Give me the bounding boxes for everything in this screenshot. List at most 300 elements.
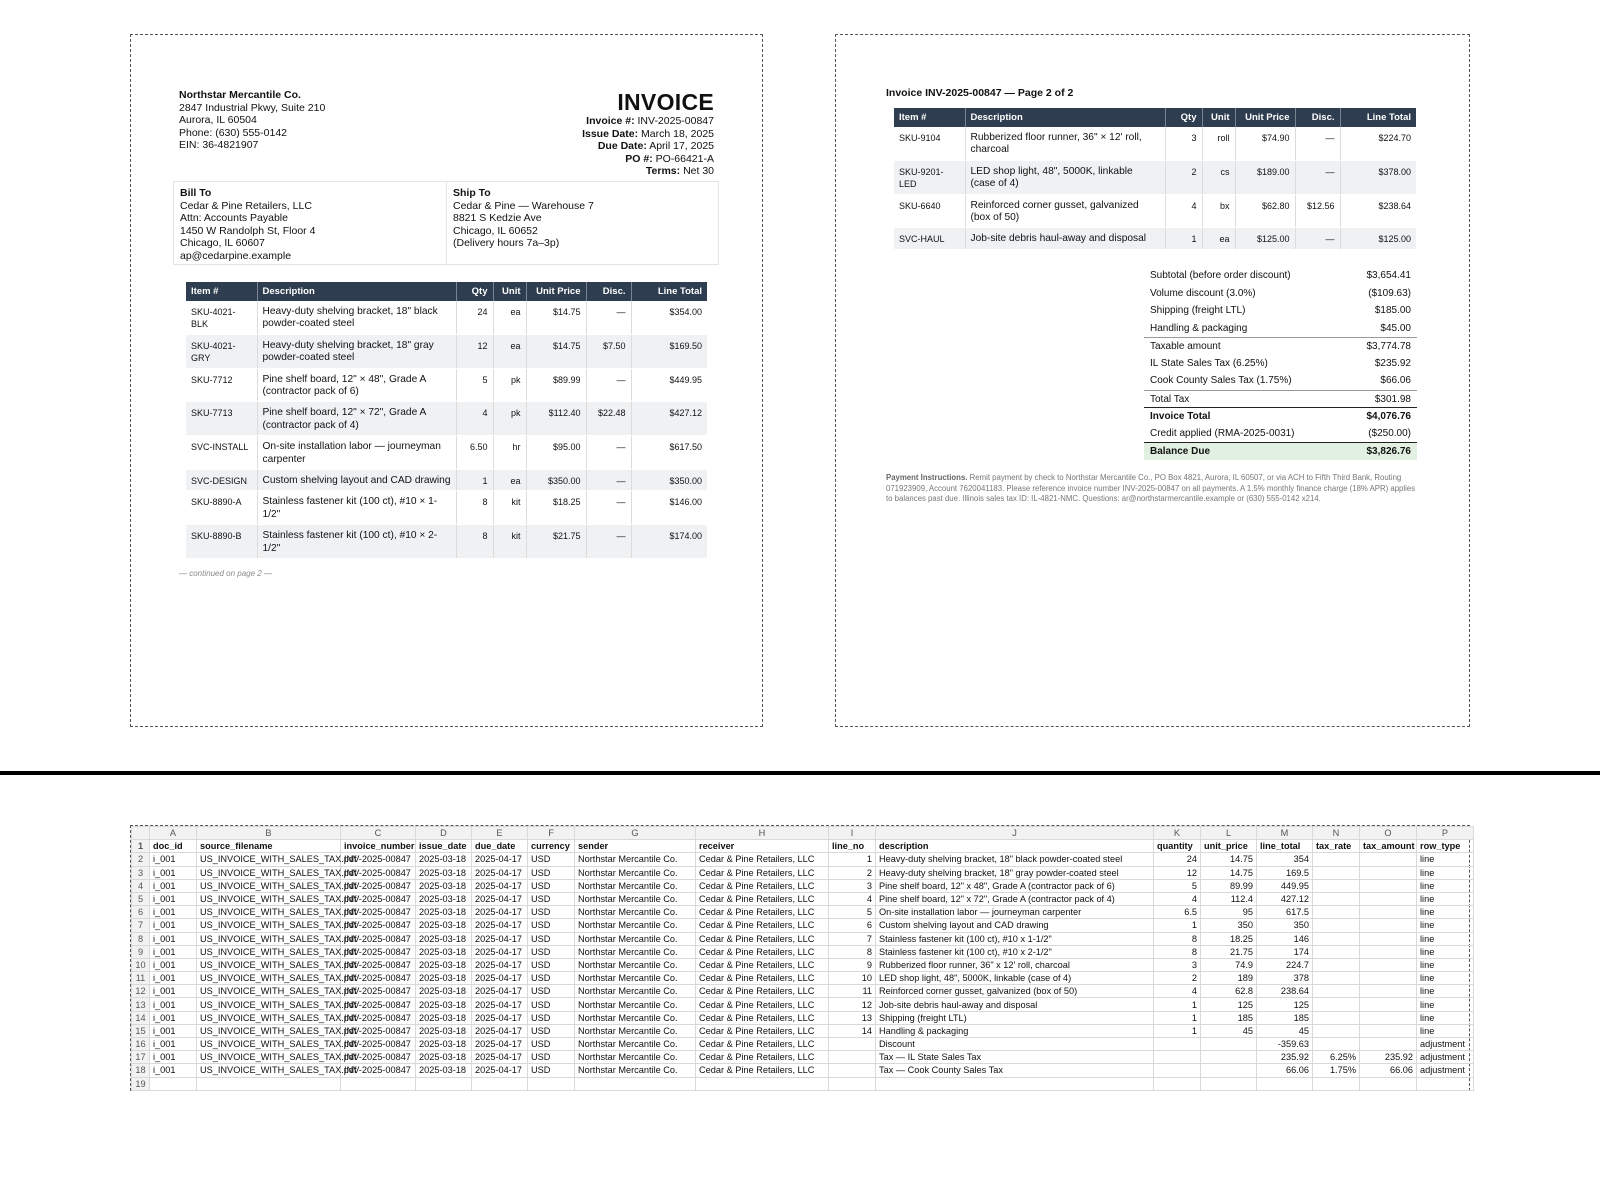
grid-cell: 2025-04-17 <box>472 958 528 971</box>
table-cell: $74.90 <box>1235 127 1295 160</box>
grid-cell: 12 <box>829 998 876 1011</box>
grid-cell: i_001 <box>150 998 197 1011</box>
table-cell: $189.00 <box>1235 160 1295 194</box>
grid-cell <box>1360 972 1417 985</box>
grid-cell: 174 <box>1257 945 1313 958</box>
ship-to-line: (Delivery hours 7a–3p) <box>453 237 560 250</box>
row-number: 10 <box>132 958 150 971</box>
grid-cell: 235.92 <box>1257 1051 1313 1064</box>
grid-cell: Northstar Mercantile Co. <box>575 879 696 892</box>
grid-cell: 74.9 <box>1201 958 1257 971</box>
table-cell: $14.75 <box>526 301 586 334</box>
totals-label: Shipping (freight LTL) <box>1150 305 1246 316</box>
table-cell: — <box>586 368 631 402</box>
grid-cell: line <box>1417 958 1474 971</box>
table-cell: SVC-DESIGN <box>186 470 257 491</box>
grid-cell: i_001 <box>150 866 197 879</box>
invoice-title: INVOICE <box>617 89 714 115</box>
grid-cell: i_001 <box>150 1051 197 1064</box>
grid-cell: 2025-04-17 <box>472 985 528 998</box>
column-letter: N <box>1313 827 1360 840</box>
grid-cell: 617.5 <box>1257 906 1313 919</box>
totals-label: Taxable amount <box>1150 341 1221 352</box>
row-number: 12 <box>132 985 150 998</box>
grid-cell <box>1313 1011 1360 1024</box>
grid-cell: Custom shelving layout and CAD drawing <box>876 919 1154 932</box>
grid-cell: 14 <box>829 1024 876 1037</box>
grid-cell: US_INVOICE_WITH_SALES_TAX.pdf <box>197 892 341 905</box>
table-row <box>132 972 1474 985</box>
grid-cell: USD <box>528 866 575 879</box>
table-row <box>132 879 1474 892</box>
table-cell: $7.50 <box>586 334 631 368</box>
vendor-line: Phone: (630) 555-0142 <box>179 126 287 139</box>
row-number: 7 <box>132 919 150 932</box>
row-number: 15 <box>132 1024 150 1037</box>
grid-cell: 45 <box>1201 1024 1257 1037</box>
grid-cell: 2025-03-18 <box>416 998 472 1011</box>
totals-label: Total Tax <box>1150 393 1190 405</box>
bill-to-line: 1450 W Randolph St, Floor 4 <box>180 224 316 237</box>
grid-cell: 2025-04-17 <box>472 972 528 985</box>
grid-cell: INV-2025-00847 <box>341 998 416 1011</box>
ship-to-line: 8821 S Kedzie Ave <box>453 212 542 225</box>
page-2-heading: Invoice INV-2025-00847 — Page 2 of 2 <box>886 87 1074 99</box>
grid-cell <box>1360 919 1417 932</box>
column-header: Line Total <box>1340 108 1416 127</box>
payment-text: Remit payment by check to Northstar Mercantile Co., PO Box 4821, Aurora, IL 60507, or via ACH to Fifth Third Bank, Routing 071923909, Account 7620041183. Please reference invoice number INV-2025-00847 on all payments. A 1.5% monthly finance charge (18% APR) applies to balances past due. Illinois sales tax ID: IL-4821-NMC. Questions: ar@northstarmercantile.example or (630) 555-0142 x214. <box>886 473 1416 503</box>
totals-row <box>1144 355 1417 373</box>
table-cell: Heavy-duty shelving bracket, 18" gray powder-coated steel <box>257 334 456 368</box>
grid-cell: i_001 <box>150 945 197 958</box>
totals-value: $45.00 <box>1380 322 1411 334</box>
grid-cell: 66.06 <box>1257 1064 1313 1077</box>
grid-cell: INV-2025-00847 <box>341 853 416 866</box>
grid-cell: 1 <box>829 853 876 866</box>
table-cell: 12 <box>456 334 493 368</box>
grid-cell: Cedar & Pine Retailers, LLC <box>696 1024 829 1037</box>
grid-cell: USD <box>528 853 575 866</box>
grid-cell <box>1201 1077 1257 1090</box>
grid-cell: 185 <box>1257 1011 1313 1024</box>
grid-cell <box>1360 998 1417 1011</box>
table-cell: ea <box>493 334 526 368</box>
totals-value: $66.06 <box>1380 375 1411 386</box>
ship-to-heading: Ship To <box>453 187 491 199</box>
vendor-name: Northstar Mercantile Co. <box>179 89 301 101</box>
payment-label: Payment Instructions. <box>886 473 968 482</box>
grid-cell: 350 <box>1257 919 1313 932</box>
bill-to-line: Chicago, IL 60607 <box>180 237 265 250</box>
grid-cell: line <box>1417 1024 1474 1037</box>
table-row <box>132 1064 1474 1077</box>
spreadsheet-body <box>132 840 1474 1091</box>
row-number: 8 <box>132 932 150 945</box>
grid-cell <box>829 1038 876 1051</box>
ship-to-line: Chicago, IL 60652 <box>453 224 538 237</box>
grid-cell: 2025-04-17 <box>472 932 528 945</box>
grid-cell <box>1313 1077 1360 1090</box>
table-cell: LED shop light, 48", 5000K, linkable (case of 4) <box>965 160 1165 194</box>
grid-cell: i_001 <box>150 853 197 866</box>
totals-label: Handling & packaging <box>1150 322 1248 334</box>
grid-cell: INV-2025-00847 <box>341 932 416 945</box>
grid-cell: US_INVOICE_WITH_SALES_TAX.pdf <box>197 1011 341 1024</box>
grid-cell: 8 <box>829 945 876 958</box>
grid-cell: 3 <box>829 879 876 892</box>
column-header: Disc. <box>1295 108 1340 127</box>
grid-cell <box>1313 1038 1360 1051</box>
table-cell: Heavy-duty shelving bracket, 18" black powder-coated steel <box>257 301 456 334</box>
grid-cell <box>1360 906 1417 919</box>
grid-cell: 2025-03-18 <box>416 919 472 932</box>
header-cell: line_total <box>1257 840 1313 853</box>
grid-cell: 2025-04-17 <box>472 853 528 866</box>
grid-cell: 2025-03-18 <box>416 1038 472 1051</box>
grid-cell: 2025-03-18 <box>416 932 472 945</box>
table-cell: On-site installation labor — journeyman carpenter <box>257 436 456 470</box>
column-letter: E <box>472 827 528 840</box>
grid-cell: Cedar & Pine Retailers, LLC <box>696 1051 829 1064</box>
grid-cell: 2025-03-18 <box>416 879 472 892</box>
grid-cell <box>1360 1024 1417 1037</box>
line-items-table-page-1 <box>186 282 707 559</box>
grid-cell <box>1313 945 1360 958</box>
grid-cell <box>1313 998 1360 1011</box>
meta-value: INV-2025-00847 <box>637 115 714 127</box>
grid-cell: Cedar & Pine Retailers, LLC <box>696 879 829 892</box>
grid-cell: 2025-04-17 <box>472 1038 528 1051</box>
grid-cell: Cedar & Pine Retailers, LLC <box>696 972 829 985</box>
grid-cell: Pine shelf board, 12" x 72", Grade A (contractor pack of 4) <box>876 892 1154 905</box>
table-cell: $125.00 <box>1235 228 1295 249</box>
table-body <box>894 127 1416 249</box>
grid-cell: Northstar Mercantile Co. <box>575 892 696 905</box>
grid-cell: US_INVOICE_WITH_SALES_TAX.pdf <box>197 985 341 998</box>
totals-value: ($109.63) <box>1368 287 1411 299</box>
grid-cell: 6.25% <box>1313 1051 1360 1064</box>
grid-cell <box>1313 972 1360 985</box>
grid-cell: 2025-03-18 <box>416 853 472 866</box>
grid-cell: 95 <box>1201 906 1257 919</box>
grid-cell: Northstar Mercantile Co. <box>575 985 696 998</box>
grid-cell: LED shop light, 48", 5000K, linkable (case of 4) <box>876 972 1154 985</box>
meta-row <box>582 140 714 153</box>
grid-cell: 2025-03-18 <box>416 972 472 985</box>
table-cell: 8 <box>456 525 493 559</box>
grid-cell: 2025-04-17 <box>472 892 528 905</box>
bill-to-line: Cedar & Pine Retailers, LLC <box>180 199 312 212</box>
grid-cell <box>1313 985 1360 998</box>
grid-cell: Stainless fastener kit (100 ct), #10 x 2-1/2" <box>876 945 1154 958</box>
grid-cell: 125 <box>1201 998 1257 1011</box>
grid-cell: US_INVOICE_WITH_SALES_TAX.pdf <box>197 866 341 879</box>
table-cell: Reinforced corner gusset, galvanized (box of 50) <box>965 194 1165 228</box>
header-cell: row_type <box>1417 840 1474 853</box>
grid-cell <box>150 1077 197 1090</box>
grid-cell: US_INVOICE_WITH_SALES_TAX.pdf <box>197 972 341 985</box>
grid-cell: 2025-03-18 <box>416 892 472 905</box>
grid-cell: 2025-03-18 <box>416 985 472 998</box>
header-cell: due_date <box>472 840 528 853</box>
grid-cell: i_001 <box>150 1064 197 1077</box>
column-header: Description <box>257 282 456 301</box>
grid-cell <box>1313 919 1360 932</box>
grid-cell: INV-2025-00847 <box>341 958 416 971</box>
table-cell: Pine shelf board, 12" × 48", Grade A (contractor pack of 6) <box>257 368 456 402</box>
table-cell: — <box>586 470 631 491</box>
column-letter: C <box>341 827 416 840</box>
meta-value: Net 30 <box>683 165 714 178</box>
grid-cell: 235.92 <box>1360 1051 1417 1064</box>
grid-cell: Cedar & Pine Retailers, LLC <box>696 853 829 866</box>
table-row <box>132 1024 1474 1037</box>
grid-cell <box>1360 1077 1417 1090</box>
grid-cell: INV-2025-00847 <box>341 906 416 919</box>
totals-row <box>1144 390 1417 408</box>
grid-cell: 21.75 <box>1201 945 1257 958</box>
table-cell: $350.00 <box>526 470 586 491</box>
table-cell: 6.50 <box>456 436 493 470</box>
grid-cell: line <box>1417 879 1474 892</box>
grid-cell: adjustment <box>1417 1064 1474 1077</box>
grid-cell: US_INVOICE_WITH_SALES_TAX.pdf <box>197 932 341 945</box>
grid-cell: line <box>1417 853 1474 866</box>
grid-cell: 3 <box>1154 958 1201 971</box>
table-cell: $125.00 <box>1340 228 1416 249</box>
grid-cell: 18.25 <box>1201 932 1257 945</box>
grid-cell: 5 <box>1154 879 1201 892</box>
table-row <box>132 958 1474 971</box>
column-header: Item # <box>894 108 965 127</box>
table-cell: cs <box>1202 160 1235 194</box>
payment-instructions <box>886 473 1416 505</box>
grid-cell: i_001 <box>150 932 197 945</box>
invoice-page-2 <box>835 34 1470 727</box>
grid-cell <box>829 1064 876 1077</box>
grid-cell: USD <box>528 906 575 919</box>
grid-cell: USD <box>528 998 575 1011</box>
table-cell: hr <box>493 436 526 470</box>
grid-cell: 2025-03-18 <box>416 1064 472 1077</box>
grid-cell: line <box>1417 972 1474 985</box>
totals-row <box>1144 425 1417 443</box>
row-number: 1 <box>132 840 150 853</box>
bill-to-line: Attn: Accounts Payable <box>180 212 288 225</box>
grid-cell: 2025-04-17 <box>472 1064 528 1077</box>
column-letter: G <box>575 827 696 840</box>
totals-value: $185.00 <box>1374 305 1411 316</box>
grid-cell: 224.7 <box>1257 958 1313 971</box>
table-cell: SKU-7712 <box>186 368 257 402</box>
grid-cell: 378 <box>1257 972 1313 985</box>
header-cell: currency <box>528 840 575 853</box>
table-cell: $18.25 <box>526 491 586 525</box>
table-row <box>186 368 707 402</box>
totals-value: ($250.00) <box>1368 427 1411 439</box>
column-letter: P <box>1417 827 1474 840</box>
table-row <box>132 1051 1474 1064</box>
grid-cell: 2025-04-17 <box>472 1011 528 1024</box>
grid-cell: Tax — IL State Sales Tax <box>876 1051 1154 1064</box>
header-cell: issue_date <box>416 840 472 853</box>
grid-cell: USD <box>528 972 575 985</box>
table-cell: SVC-INSTALL <box>186 436 257 470</box>
grid-cell <box>1313 853 1360 866</box>
grid-cell: i_001 <box>150 972 197 985</box>
grid-cell: 1.75% <box>1313 1064 1360 1077</box>
grid-cell <box>1360 958 1417 971</box>
grid-cell: 185 <box>1201 1011 1257 1024</box>
grid-cell: Northstar Mercantile Co. <box>575 1064 696 1077</box>
grid-cell: 9 <box>829 958 876 971</box>
grid-cell: USD <box>528 932 575 945</box>
grid-cell: 2025-04-17 <box>472 879 528 892</box>
meta-value: March 18, 2025 <box>641 127 714 140</box>
grid-cell: 1 <box>1154 919 1201 932</box>
vendor-block <box>179 89 325 152</box>
column-letter: A <box>150 827 197 840</box>
grid-cell: Northstar Mercantile Co. <box>575 866 696 879</box>
grid-cell: line <box>1417 932 1474 945</box>
grid-cell: USD <box>528 1064 575 1077</box>
bill-to-line: ap@cedarpine.example <box>180 249 292 262</box>
column-header: Description <box>965 108 1165 127</box>
meta-label: Terms: <box>645 165 681 178</box>
grid-cell: 169.5 <box>1257 866 1313 879</box>
grid-cell: Tax — Cook County Sales Tax <box>876 1064 1154 1077</box>
table-cell: — <box>586 491 631 525</box>
grid-cell: adjustment <box>1417 1051 1474 1064</box>
table-cell: Pine shelf board, 12" × 72", Grade A (contractor pack of 4) <box>257 402 456 436</box>
meta-value: PO-66421-A <box>655 152 714 165</box>
table-row <box>132 1011 1474 1024</box>
grid-cell: USD <box>528 1038 575 1051</box>
column-letter: J <box>876 827 1154 840</box>
row-number: 2 <box>132 853 150 866</box>
grid-cell: 24 <box>1154 853 1201 866</box>
table-cell: — <box>1295 160 1340 194</box>
grid-cell <box>472 1077 528 1090</box>
grid-cell: line <box>1417 892 1474 905</box>
totals-row <box>1144 337 1417 355</box>
header-cell: receiver <box>696 840 829 853</box>
table-row <box>894 228 1416 249</box>
grid-cell: USD <box>528 1011 575 1024</box>
grid-cell <box>575 1077 696 1090</box>
grid-cell: 2025-04-17 <box>472 1024 528 1037</box>
grid-cell: INV-2025-00847 <box>341 1051 416 1064</box>
grid-cell: i_001 <box>150 985 197 998</box>
table-cell: $378.00 <box>1340 160 1416 194</box>
grid-cell: 449.95 <box>1257 879 1313 892</box>
table-cell: $146.00 <box>631 491 707 525</box>
grid-cell: 2025-04-17 <box>472 866 528 879</box>
grid-cell: 189 <box>1201 972 1257 985</box>
totals-value: $301.98 <box>1374 393 1411 405</box>
grid-cell: 4 <box>1154 892 1201 905</box>
table-cell: 1 <box>456 470 493 491</box>
grid-cell <box>1360 945 1417 958</box>
meta-label: Invoice #: <box>586 115 635 127</box>
continued-note: — continued on page 2 — <box>179 569 272 578</box>
table-cell: 5 <box>456 368 493 402</box>
grid-cell: Cedar & Pine Retailers, LLC <box>696 985 829 998</box>
table-cell: ea <box>493 470 526 491</box>
row-number: 14 <box>132 1011 150 1024</box>
grid-cell: 2 <box>1154 972 1201 985</box>
grid-cell: 2025-04-17 <box>472 906 528 919</box>
grid-cell: USD <box>528 1024 575 1037</box>
grid-cell: 2025-04-17 <box>472 945 528 958</box>
column-letter: D <box>416 827 472 840</box>
grid-cell: 2025-03-18 <box>416 1024 472 1037</box>
grid-cell <box>829 1077 876 1090</box>
table-cell: $174.00 <box>631 525 707 559</box>
grid-cell <box>829 1051 876 1064</box>
totals-label: IL State Sales Tax (6.25%) <box>1150 357 1268 369</box>
row-number: 16 <box>132 1038 150 1051</box>
table-row <box>132 998 1474 1011</box>
grid-cell: Northstar Mercantile Co. <box>575 958 696 971</box>
column-header: Qty <box>456 282 493 301</box>
header-cell: line_no <box>829 840 876 853</box>
totals-row <box>1144 407 1417 425</box>
grid-cell: INV-2025-00847 <box>341 1038 416 1051</box>
totals-row <box>1144 320 1417 338</box>
table-cell: $354.00 <box>631 301 707 334</box>
table-header-row <box>894 108 1416 127</box>
column-header: Item # <box>186 282 257 301</box>
grid-cell: Rubberized floor runner, 36" x 12' roll, charcoal <box>876 958 1154 971</box>
table-body <box>186 301 707 559</box>
table-cell: $62.80 <box>1235 194 1295 228</box>
table-cell: $617.50 <box>631 436 707 470</box>
grid-cell: i_001 <box>150 919 197 932</box>
grid-cell: US_INVOICE_WITH_SALES_TAX.pdf <box>197 853 341 866</box>
grid-cell <box>1360 892 1417 905</box>
grid-cell <box>1360 866 1417 879</box>
table-row <box>132 906 1474 919</box>
grid-cell: 14.75 <box>1201 853 1257 866</box>
grid-cell: 7 <box>829 932 876 945</box>
row-number: 6 <box>132 906 150 919</box>
grid-cell: line <box>1417 906 1474 919</box>
grid-cell <box>1360 1011 1417 1024</box>
grid-cell <box>1313 1024 1360 1037</box>
table-row <box>186 436 707 470</box>
grid-cell: 4 <box>829 892 876 905</box>
grid-cell <box>1313 958 1360 971</box>
table-cell: $22.48 <box>586 402 631 436</box>
header-cell: sender <box>575 840 696 853</box>
grid-cell: 5 <box>829 906 876 919</box>
column-letter: M <box>1257 827 1313 840</box>
grid-cell: Cedar & Pine Retailers, LLC <box>696 1064 829 1077</box>
totals-value: $3,774.78 <box>1366 341 1411 352</box>
table-cell: pk <box>493 402 526 436</box>
grid-cell: 14.75 <box>1201 866 1257 879</box>
totals-row <box>1144 442 1417 460</box>
grid-cell: US_INVOICE_WITH_SALES_TAX.pdf <box>197 1024 341 1037</box>
header-cell: tax_amount <box>1360 840 1417 853</box>
table-cell: $21.75 <box>526 525 586 559</box>
invoice-page-1 <box>130 34 763 727</box>
bill-to-block <box>173 181 446 265</box>
totals-value: $235.92 <box>1374 357 1411 369</box>
grid-cell: On-site installation labor — journeyman carpenter <box>876 906 1154 919</box>
header-cell: invoice_number <box>341 840 416 853</box>
